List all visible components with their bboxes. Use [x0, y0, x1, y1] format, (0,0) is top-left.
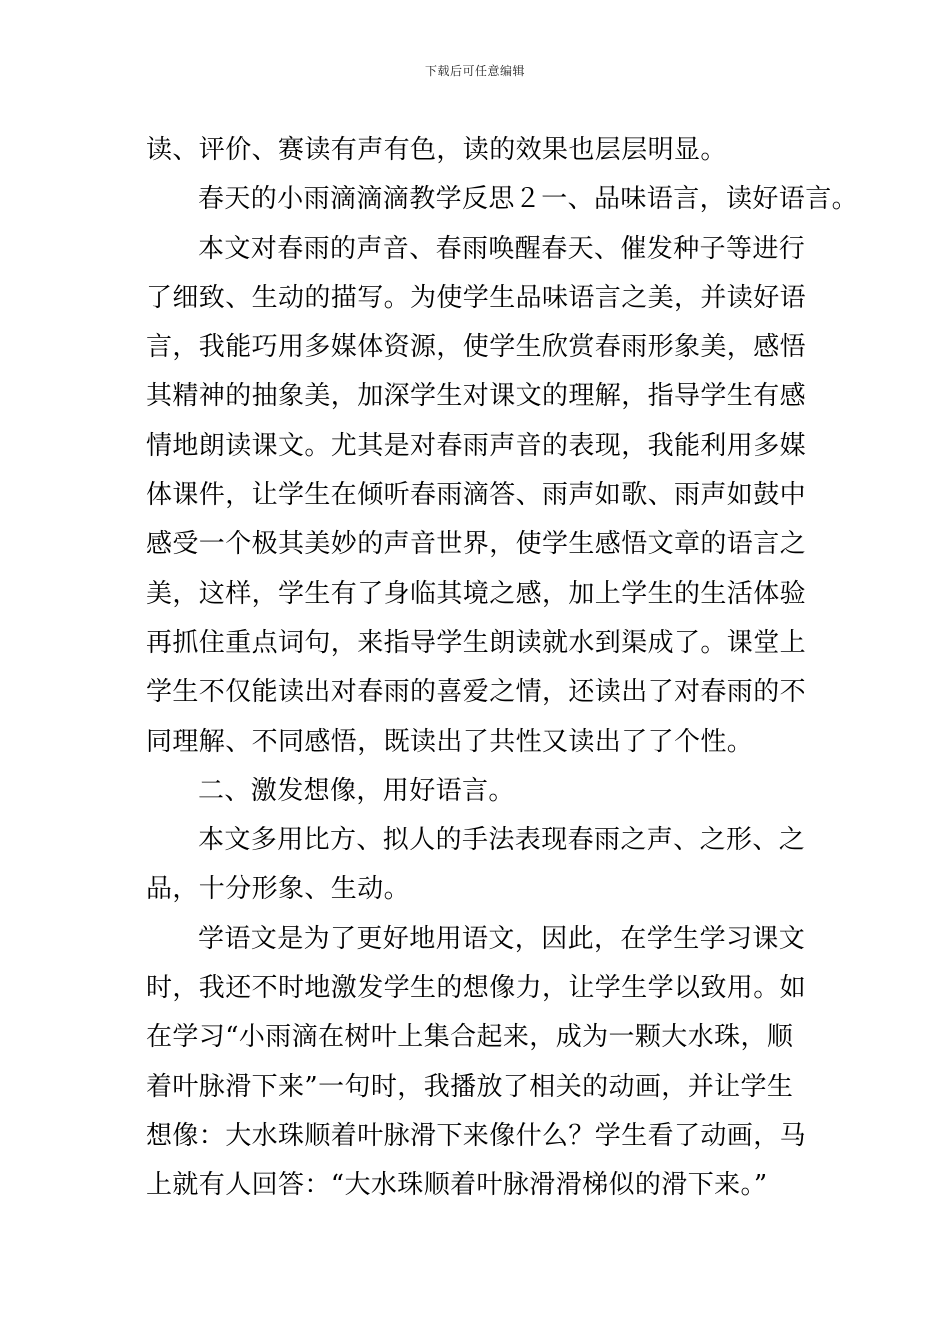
text-line: 着叶脉滑下来”一句时，我播放了相关的动画，并让学生 — [146, 1071, 794, 1102]
text-line: 上就有人回答：“大水珠顺着叶脉滑滑梯似的滑下来。” — [146, 1170, 768, 1201]
text-line: 情地朗读课文。尤其是对春雨声音的表现，我能利用多媒 — [146, 430, 807, 461]
text-line: 二、激发想像，用好语言。 — [198, 775, 515, 806]
text-line: 春天的小雨滴滴滴教学反思２一、品味语言，读好语言。 — [198, 184, 859, 215]
text-line: 学生不仅能读出对春雨的喜爱之情，还读出了对春雨的不 — [146, 677, 807, 708]
text-line: 言，我能巧用多媒体资源，使学生欣赏春雨形象美，感悟 — [146, 332, 807, 363]
text-line: 读、评价、赛读有声有色，读的效果也层层明显。 — [146, 135, 727, 165]
text-line: 体课件，让学生在倾听春雨滴答、雨声如歌、雨声如鼓中 — [146, 480, 807, 511]
text-line: 再抓住重点词句，来指导学生朗读就水到渠成了。课堂上 — [146, 627, 807, 658]
page-header: 下载后可任意编辑 — [424, 64, 525, 78]
text-line: 其精神的抽象美，加深学生对课文的理解，指导学生有感 — [146, 381, 807, 412]
document-body — [146, 126, 859, 1211]
text-line: 感受一个极其美妙的声音世界，使学生感悟文章的语言之 — [146, 529, 807, 560]
text-line: 本文对春雨的声音、春雨唤醒春天、催发种子等进行 — [198, 233, 806, 264]
text-line: 同理解、不同感悟，既读出了共性又读出了了个性。 — [146, 726, 754, 757]
text-line: 了细致、生动的描写。为使学生品味语言之美，并读好语 — [146, 282, 807, 313]
text-line: 美，这样，学生有了身临其境之感，加上学生的生活体验 — [146, 578, 807, 609]
text-line: 在学习“小雨滴在树叶上集合起来，成为一颗大水珠，顺 — [146, 1022, 794, 1053]
text-line: 本文多用比方、拟人的手法表现春雨之声、之形、之 — [198, 825, 806, 856]
text-line: 品，十分形象、生动。 — [146, 874, 411, 905]
text-line: 学语文是为了更好地用语文，因此，在学生学习课文 — [198, 923, 806, 954]
text-line: 时，我还不时地激发学生的想像力，让学生学以致用。如 — [146, 973, 807, 1004]
text-line: 想像：大水珠顺着叶脉滑下来像什么？学生看了动画，马 — [146, 1120, 807, 1151]
